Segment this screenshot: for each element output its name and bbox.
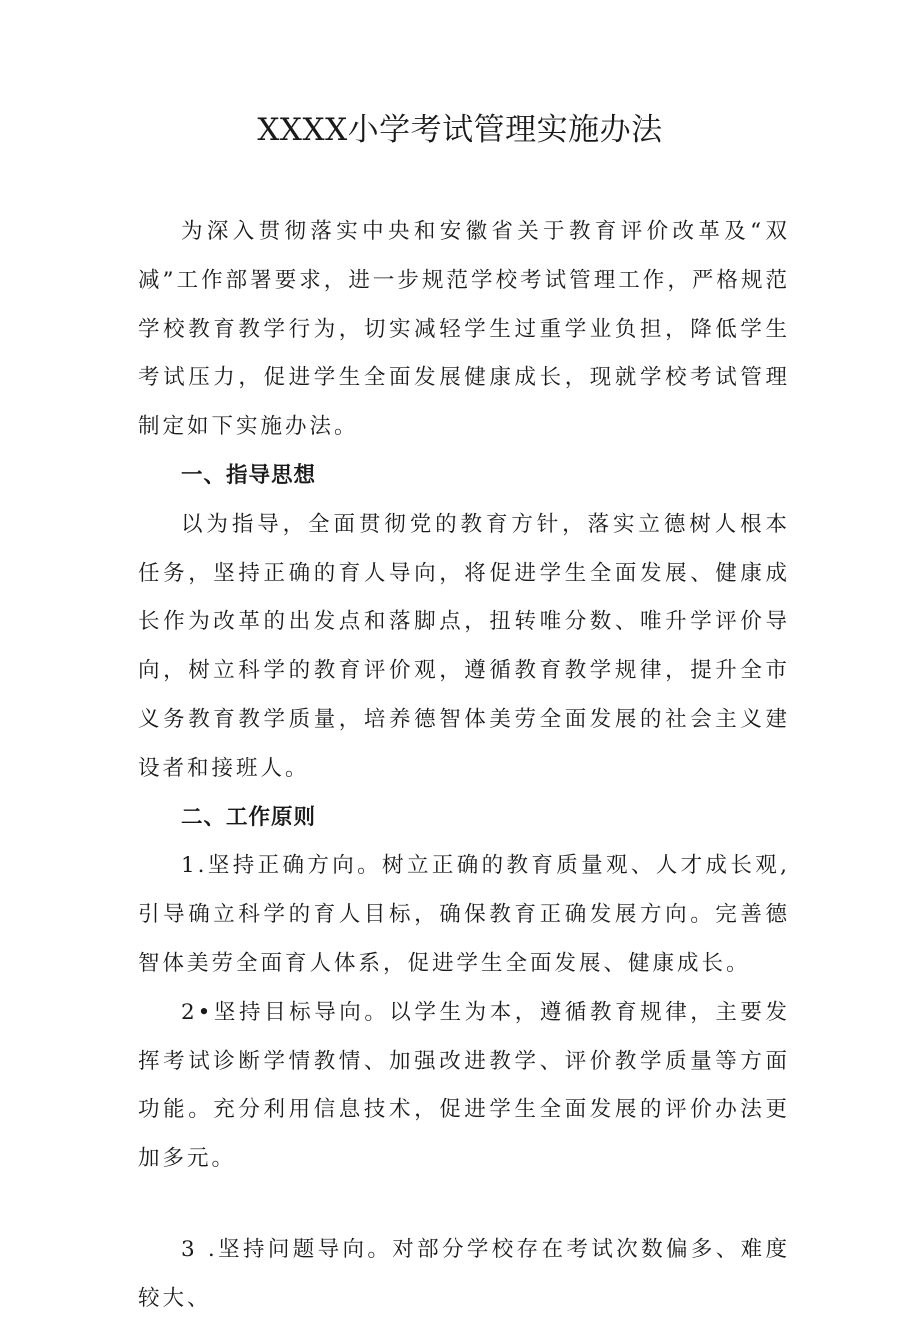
- paragraph-gap: [138, 1184, 790, 1226]
- principle-item-3: 3 .坚持问题导向。对部分学校存在考试次数偏多、难度较大、: [138, 1236, 790, 1311]
- document-body: [138, 208, 790, 1324]
- section-heading-work-principles: 二、工作原则: [181, 804, 317, 830]
- guiding-ideology-paragraph: 以为指导，全面贯彻党的教育方针，落实立德树人根本任务，坚持正确的育人导向，将促进学生全面发展、健康成长作为改革的出发点和落脚点，扭转唯分数、唯升学评价导向，树立科学的教育评价观，遵循教育教学规律，提升全市义务教育教学质量，培养德智体美劳全面发展的社会主义建设者和接班人。: [138, 511, 790, 781]
- section-heading-guiding-ideology: 一、指导思想: [181, 462, 317, 488]
- intro-paragraph: 为深入贯彻落实中央和安徽省关于教育评价改革及“双减”工作部署要求，进一步规范学校考试管理工作，严格规范学校教育教学行为，切实减轻学生过重学业负担，降低学生考试压力，促进学生全面发展健康成长，现就学校考试管理制定如下实施办法。: [138, 219, 790, 440]
- principle-item-1: 1.坚持正确方向。树立正确的教育质量观、人才成长观,引导确立科学的育人目标，确保教育正确发展方向。完善德智体美劳全面育人体系，促进学生全面发展、健康成长。: [138, 853, 790, 976]
- principle-item-2: 2•坚持目标导向。以学生为本，遵循教育规律，主要发挥考试诊断学情教情、加强改进教学、评价教学质量等方面功能。充分利用信息技术，促进学生全面发展的评价办法更加多元。: [138, 999, 790, 1172]
- document-title: XXXX小学考试管理实施办法: [257, 112, 663, 148]
